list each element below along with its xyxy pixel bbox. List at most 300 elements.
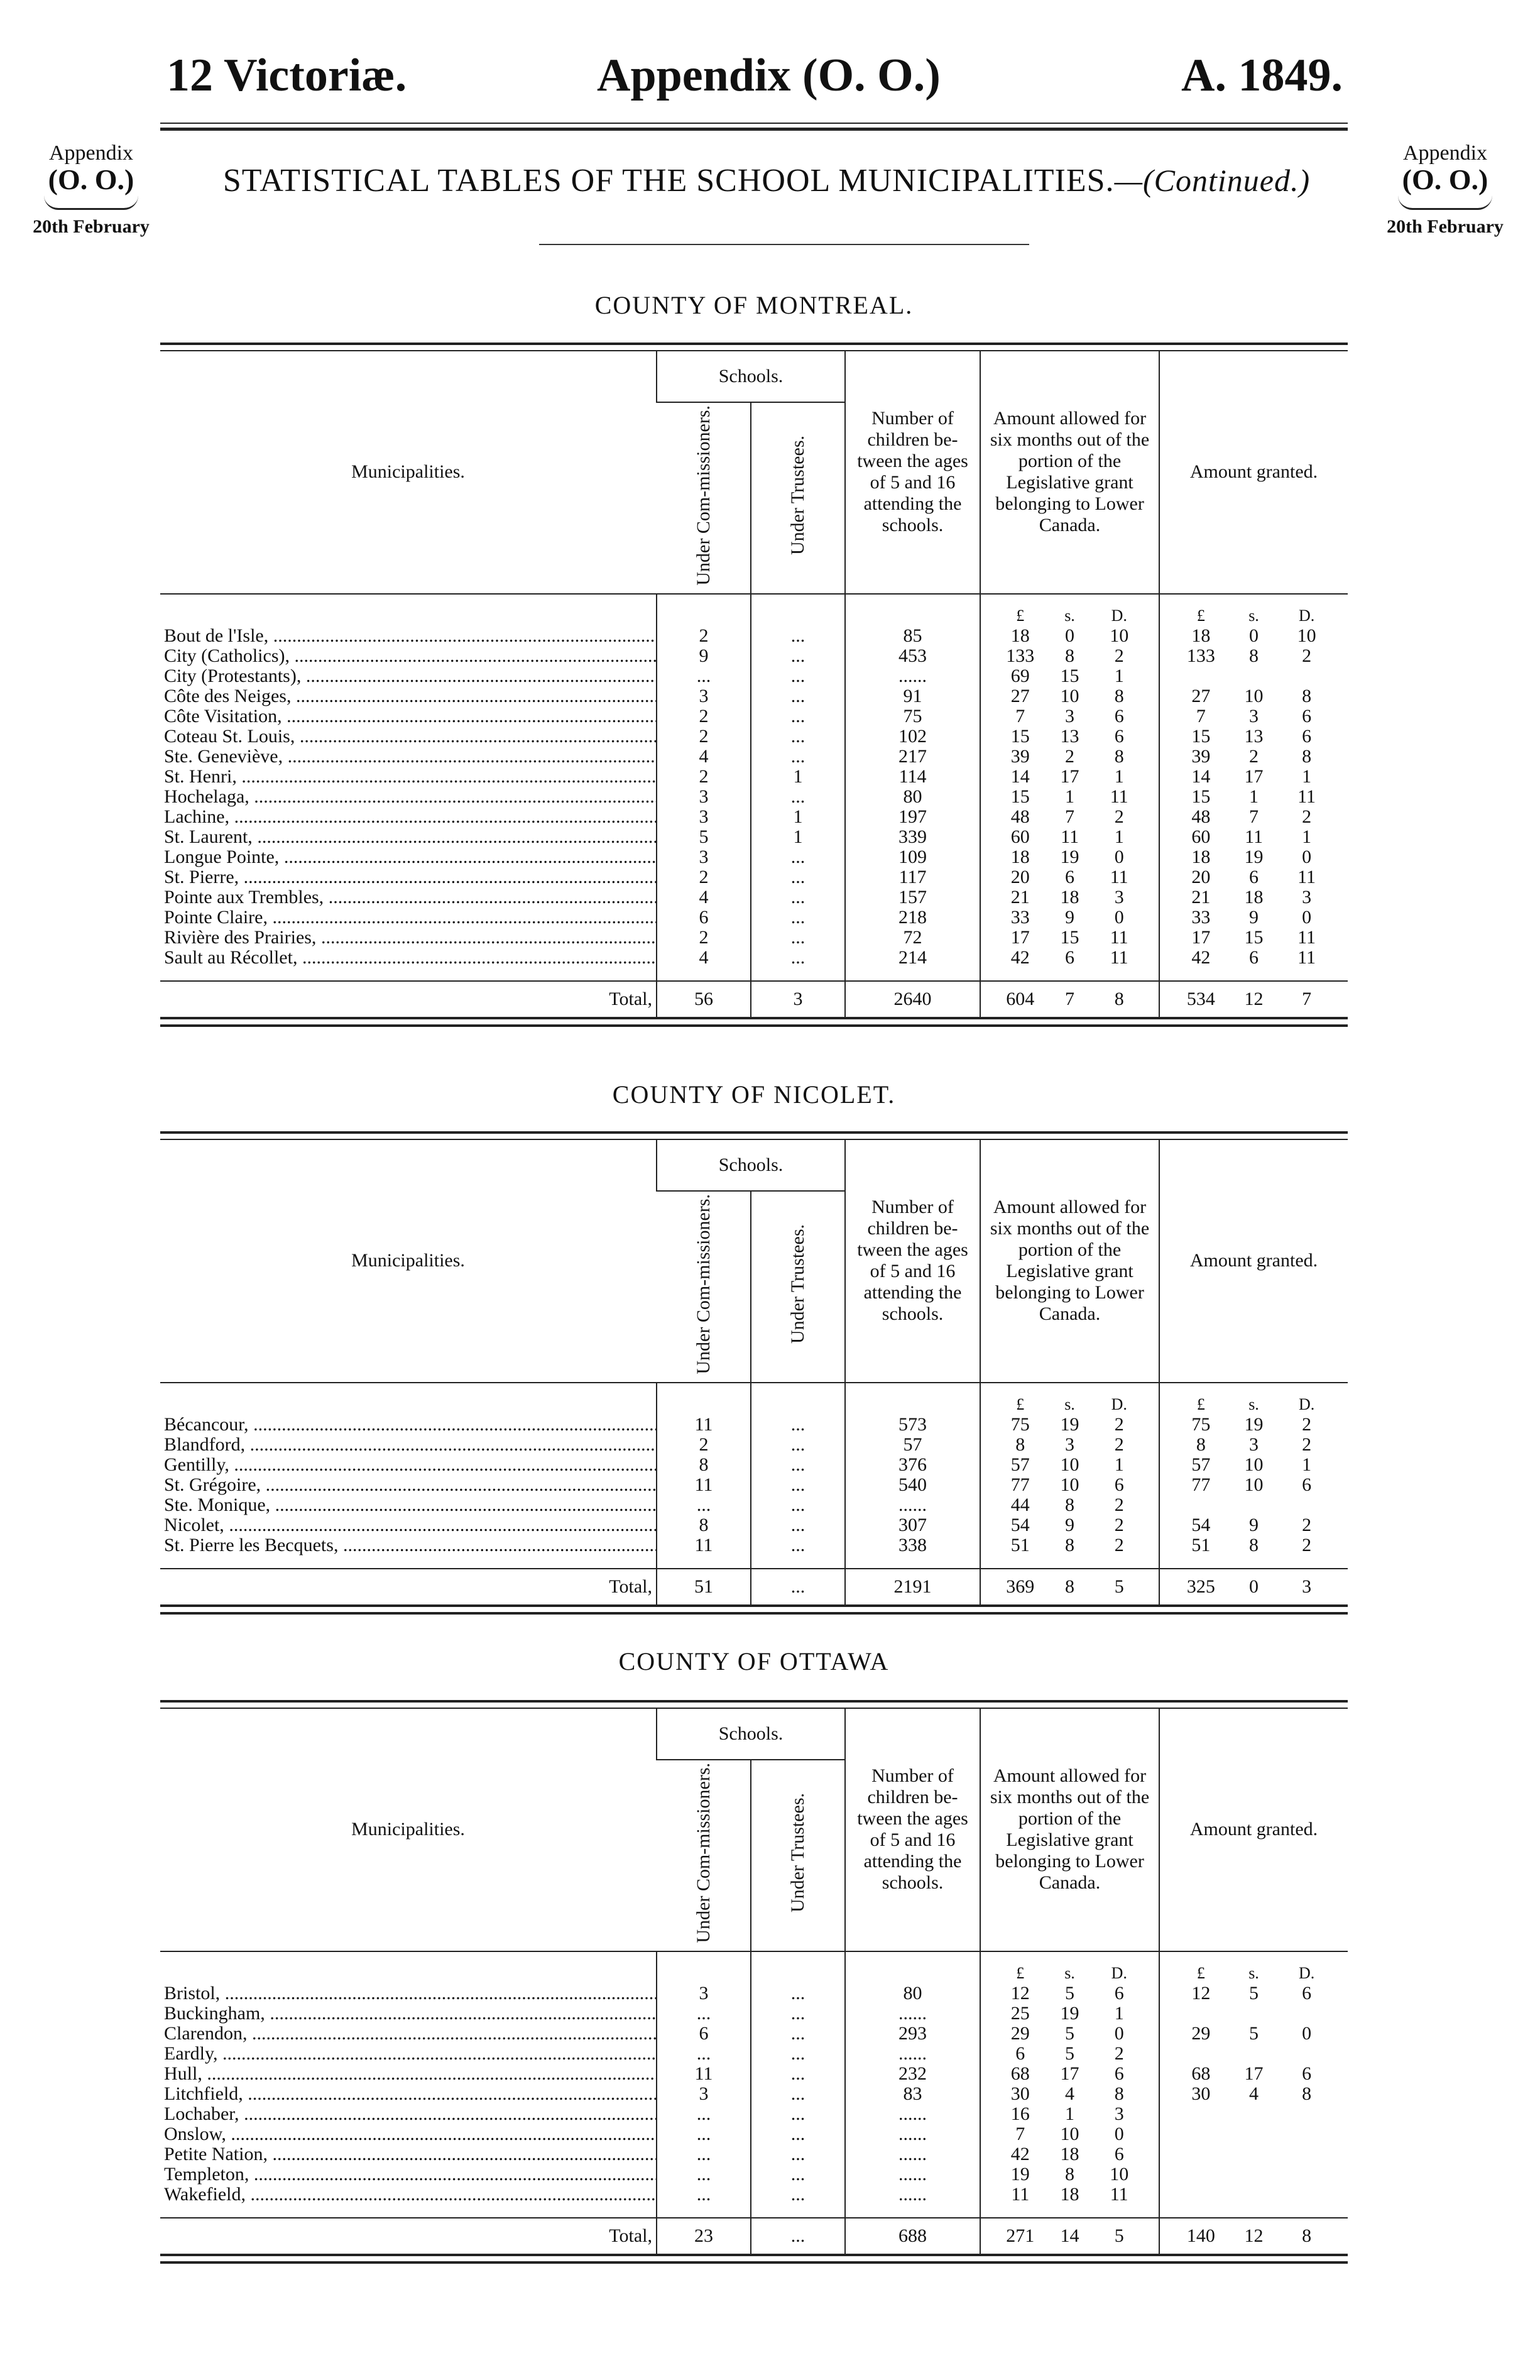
total-amount-allowed-group: [985, 2226, 1155, 2246]
shillings-value: 17: [1244, 2063, 1264, 2084]
amount-allowed: [980, 827, 1159, 847]
amount-allowed-group: [985, 1535, 1155, 1555]
amount-granted: [1159, 2164, 1348, 2185]
pence-value: 2: [1114, 806, 1124, 827]
children-count: 217: [845, 747, 980, 767]
children-count: ......: [845, 2104, 980, 2124]
pounds-value: 27: [1191, 685, 1211, 706]
shillings-value: 10: [1060, 1454, 1079, 1475]
pounds-value: 30: [1191, 2083, 1211, 2104]
county-table: [160, 1131, 1348, 1615]
under-commissioners-value: 11: [657, 1535, 751, 1555]
amount-allowed-group: [985, 1515, 1155, 1535]
under-commissioners-label: Under Com-missioners.: [692, 405, 714, 586]
municipality-name: Pointe aux Trembles,: [164, 887, 324, 908]
pence-value: 2: [1302, 1514, 1312, 1535]
municipality-name: St. Grégoire,: [164, 1474, 261, 1495]
amount-allowed-group: [985, 948, 1155, 968]
children-count: 80: [845, 787, 980, 807]
shillings-value: 14: [1060, 2225, 1079, 2246]
total-amount-granted-group: [1164, 989, 1344, 1009]
pence-value: 0: [1114, 2022, 1124, 2044]
county-title: COUNTY OF NICOLET.: [612, 1080, 896, 1109]
shillings-value: 5: [1249, 2022, 1259, 2044]
amount-allowed: [980, 1475, 1159, 1495]
amount-allowed: [980, 706, 1159, 727]
county-title: COUNTY OF MONTREAL.: [594, 291, 914, 319]
column-header-municipalities: Municipalities.: [160, 1709, 657, 1951]
pence-value: 1: [1302, 826, 1312, 847]
amount-allowed-group: [985, 867, 1155, 887]
amount-granted: [1159, 646, 1348, 666]
pounds-value: 39: [1191, 745, 1211, 767]
children-count: 117: [845, 867, 980, 887]
total-children: 688: [845, 2218, 980, 2254]
under-trustees-value: ...: [751, 706, 845, 727]
pounds-value: 12: [1010, 1982, 1030, 2004]
amount-granted: [1159, 2124, 1348, 2144]
pence-value: 1: [1114, 665, 1124, 686]
municipality-cell: [160, 2084, 657, 2104]
pounds-value: 6: [1015, 2043, 1025, 2064]
municipality-cell: [160, 1983, 657, 2004]
shillings-value: 19: [1060, 2002, 1079, 2024]
shillings-value: 2: [1065, 745, 1074, 767]
pence-value: 8: [1302, 2225, 1312, 2246]
amount-allowed-group: [985, 2124, 1155, 2144]
pence-value: 6: [1302, 1474, 1312, 1495]
amount-allowed: [980, 1435, 1159, 1455]
shillings-value: 17: [1060, 765, 1079, 787]
municipality-name: Rivière des Prairies,: [164, 927, 317, 948]
pence-unit-label: D.: [1111, 606, 1127, 625]
units-blank: [845, 1951, 980, 1983]
total-amount-granted: [1159, 1569, 1348, 1605]
amount-allowed: [980, 1983, 1159, 2004]
municipality-cell: [160, 2164, 657, 2185]
pounds-value: 15: [1191, 786, 1211, 807]
municipality-name: City (Catholics),: [164, 645, 290, 666]
pence-value: 0: [1114, 2123, 1124, 2144]
pence-value: 2: [1114, 1494, 1124, 1515]
column-header-under-trustees: [751, 402, 845, 594]
shillings-value: 8: [1065, 1576, 1074, 1597]
pounds-value: 54: [1010, 1514, 1030, 1535]
total-label: Total,: [609, 1576, 652, 1597]
municipality-name: Bristol,: [164, 1983, 221, 2004]
amount-granted: [1159, 887, 1348, 908]
county-title: COUNTY OF OTTAWA: [618, 1647, 890, 1675]
spacer-cell: [1159, 968, 1348, 981]
amount-allowed: [980, 2185, 1159, 2205]
spacer-cell: [751, 968, 845, 981]
amount-allowed-group: [985, 747, 1155, 767]
amount-allowed: [980, 2144, 1159, 2164]
brace-mark: [44, 195, 138, 210]
shillings-value: 18: [1060, 2183, 1079, 2205]
total-label: Total,: [609, 988, 652, 1009]
children-count: 80: [845, 1983, 980, 2004]
under-commissioners-value: 11: [657, 1475, 751, 1495]
amount-allowed: [980, 2124, 1159, 2144]
column-header-municipalities: Municipalities.: [160, 351, 657, 594]
under-commissioners-value: 2: [657, 706, 751, 727]
total-under-commissioners: 56: [657, 981, 751, 1017]
shillings-value: 9: [1065, 1514, 1074, 1535]
shillings-value: 6: [1249, 946, 1259, 968]
municipality-name: Onslow,: [164, 2124, 226, 2144]
under-trustees-value: ...: [751, 686, 845, 706]
currency-units: [985, 606, 1155, 626]
currency-units: [985, 1963, 1155, 1983]
amount-granted: [1159, 867, 1348, 887]
pence-value: 11: [1110, 2183, 1128, 2205]
under-trustees-value: ...: [751, 2144, 845, 2164]
shillings-value: 10: [1244, 685, 1264, 706]
shillings-value: 3: [1249, 705, 1259, 727]
shillings-value: 11: [1061, 826, 1079, 847]
column-header-schools: Schools.: [657, 1709, 845, 1760]
amount-allowed: [980, 2104, 1159, 2124]
amount-granted: [1159, 2144, 1348, 2164]
amount-granted-group: [1164, 787, 1344, 807]
under-trustees-value: ...: [751, 2185, 845, 2205]
pence-value: 7: [1302, 988, 1312, 1009]
column-header-schools: Schools.: [657, 1140, 845, 1191]
pounds-value: 18: [1191, 625, 1211, 646]
under-commissioners-value: 11: [657, 1415, 751, 1435]
shillings-value: 18: [1060, 886, 1079, 908]
title-rule: [539, 244, 1029, 245]
municipality-name: Clarendon,: [164, 2023, 248, 2044]
amount-allowed-group: [985, 887, 1155, 908]
shillings-value: 10: [1060, 2123, 1079, 2144]
pounds-value: 17: [1191, 926, 1211, 948]
amount-allowed-group: [985, 767, 1155, 787]
municipality-cell: [160, 1535, 657, 1555]
pence-value: 1: [1114, 2002, 1124, 2024]
shillings-value: 3: [1249, 1434, 1259, 1455]
amount-granted-group: [1164, 1415, 1344, 1435]
amount-allowed-group: [985, 2084, 1155, 2104]
under-trustees-value: 1: [751, 767, 845, 787]
amount-allowed: [980, 2024, 1159, 2044]
total-amount-allowed-group: [985, 1577, 1155, 1597]
amount-allowed-group: [985, 928, 1155, 948]
shillings-value: 8: [1065, 1534, 1074, 1555]
pence-value: 11: [1110, 946, 1128, 968]
under-commissioners-value: 9: [657, 646, 751, 666]
column-header-municipalities: Municipalities.: [160, 1140, 657, 1383]
pounds-value: 8: [1015, 1434, 1025, 1455]
shillings-value: 8: [1249, 645, 1259, 666]
amount-granted-group: [1164, 706, 1344, 727]
under-commissioners-value: 2: [657, 928, 751, 948]
amount-granted-group: [1164, 686, 1344, 706]
shilling-unit-label: s.: [1064, 1395, 1075, 1413]
shillings-value: 18: [1060, 2143, 1079, 2164]
under-trustees-label: Under Trustees.: [787, 1793, 808, 1913]
shillings-value: 19: [1244, 1413, 1264, 1435]
shillings-value: 3: [1065, 705, 1074, 727]
municipality-cell: [160, 706, 657, 727]
children-count: 72: [845, 928, 980, 948]
pounds-value: 7: [1196, 705, 1206, 727]
total-amount-allowed: [980, 981, 1159, 1017]
under-commissioners-value: 8: [657, 1455, 751, 1475]
children-count: 232: [845, 2064, 980, 2084]
pounds-value: 21: [1191, 886, 1211, 908]
amount-allowed: [980, 847, 1159, 867]
amount-allowed: [980, 2044, 1159, 2064]
table-row: [160, 1455, 1348, 1475]
units-blank: [160, 594, 657, 626]
amount-granted: [1159, 666, 1348, 686]
children-count: ......: [845, 2044, 980, 2064]
municipality-name: Côte des Neiges,: [164, 686, 292, 706]
shilling-unit-label: s.: [1248, 1963, 1259, 1982]
shillings-value: 12: [1244, 2225, 1264, 2246]
children-count: ......: [845, 2144, 980, 2164]
table-row: [160, 727, 1348, 747]
pounds-value: 140: [1186, 2225, 1215, 2246]
table-row: [160, 887, 1348, 908]
statistics-table: [160, 1140, 1348, 1606]
under-trustees-value: ...: [751, 1515, 845, 1535]
side-label-date: 20th February: [1387, 216, 1504, 237]
children-count: 157: [845, 887, 980, 908]
municipality-name: Sault au Récollet,: [164, 947, 298, 968]
units-granted: [1159, 1383, 1348, 1415]
municipality-name: Nicolet,: [164, 1515, 224, 1535]
amount-allowed-group: [985, 2164, 1155, 2185]
table-row: [160, 706, 1348, 727]
shillings-value: 9: [1249, 906, 1259, 928]
pounds-value: 29: [1191, 2022, 1211, 2044]
spacer-cell: [751, 2205, 845, 2218]
pence-value: 0: [1114, 906, 1124, 928]
side-label-date: 20th February: [33, 216, 150, 237]
under-commissioners-value: ...: [657, 2164, 751, 2185]
amount-granted: [1159, 1475, 1348, 1495]
spacer-cell: [160, 2205, 657, 2218]
children-count: 540: [845, 1475, 980, 1495]
under-commissioners-value: 8: [657, 1515, 751, 1535]
table-row: [160, 747, 1348, 767]
pence-value: 8: [1302, 685, 1312, 706]
under-commissioners-value: ...: [657, 2144, 751, 2164]
table-bottom-rule: [160, 2255, 1348, 2264]
municipality-cell: [160, 747, 657, 767]
amount-granted: [1159, 2104, 1348, 2124]
pence-value: 8: [1114, 988, 1124, 1009]
pence-value: 1: [1114, 1454, 1124, 1475]
shillings-value: 3: [1065, 1434, 1074, 1455]
amount-allowed: [980, 686, 1159, 706]
spacer-cell: [1159, 1555, 1348, 1569]
under-trustees-value: ...: [751, 928, 845, 948]
table-bottom-rule: [160, 1018, 1348, 1027]
under-trustees-value: ...: [751, 666, 845, 686]
pounds-value: 39: [1010, 745, 1030, 767]
pence-value: 6: [1302, 705, 1312, 727]
amount-granted: [1159, 1435, 1348, 1455]
pence-value: 3: [1114, 2103, 1124, 2124]
total-amount-allowed-group: [985, 989, 1155, 1009]
units-blank: [657, 1951, 751, 1983]
spacer-cell: [845, 968, 980, 981]
pence-value: 8: [1302, 745, 1312, 767]
spacer-cell: [657, 968, 751, 981]
spacer-cell: [1159, 2205, 1348, 2218]
amount-allowed-group: [985, 646, 1155, 666]
spacer-cell: [657, 2205, 751, 2218]
total-label-cell: [160, 981, 657, 1017]
amount-granted-group: [1164, 847, 1344, 867]
units-allowed: [980, 1951, 1159, 1983]
units-blank: [751, 1951, 845, 1983]
table-row: [160, 2084, 1348, 2104]
children-count: ......: [845, 666, 980, 686]
column-header-amount-allowed: Amount allowed for six months out of the portion of the Legislative grant belonging to Lower Canada.: [980, 1709, 1159, 1951]
amount-allowed-group: [985, 2104, 1155, 2124]
children-count: 293: [845, 2024, 980, 2044]
pounds-value: 75: [1191, 1413, 1211, 1435]
pounds-value: 534: [1186, 988, 1215, 1009]
shillings-value: 15: [1244, 926, 1264, 948]
under-commissioners-value: 3: [657, 787, 751, 807]
municipality-cell: [160, 1475, 657, 1495]
children-count: 218: [845, 908, 980, 928]
amount-allowed-group: [985, 1983, 1155, 2004]
under-trustees-value: ...: [751, 867, 845, 887]
amount-allowed-group: [985, 827, 1155, 847]
amount-allowed-group: [985, 2004, 1155, 2024]
table-row: [160, 948, 1348, 968]
under-commissioners-value: 4: [657, 948, 751, 968]
amount-allowed: [980, 807, 1159, 827]
under-trustees-label: Under Trustees.: [787, 1224, 808, 1344]
county-table: [160, 343, 1348, 1027]
amount-granted-group: [1164, 767, 1344, 787]
pence-value: 1: [1302, 1454, 1312, 1475]
under-trustees-value: ...: [751, 2004, 845, 2024]
pounds-value: 8: [1196, 1434, 1206, 1455]
total-children: 2640: [845, 981, 980, 1017]
table-row: [160, 1415, 1348, 1435]
amount-allowed-group: [985, 787, 1155, 807]
children-count: 75: [845, 706, 980, 727]
column-header-children: Number of children be-tween the ages of 5 and 16 attending the schools.: [845, 351, 980, 594]
pounds-value: 51: [1010, 1534, 1030, 1555]
shillings-value: 4: [1065, 2083, 1074, 2104]
amount-granted: [1159, 948, 1348, 968]
amount-allowed: [980, 727, 1159, 747]
under-trustees-value: ...: [751, 747, 845, 767]
amount-granted-group: [1164, 887, 1344, 908]
pounds-value: 17: [1010, 926, 1030, 948]
pounds-value: 15: [1010, 725, 1030, 747]
amount-granted: [1159, 928, 1348, 948]
municipality-cell: [160, 1495, 657, 1515]
shillings-value: 12: [1244, 988, 1264, 1009]
pounds-value: 60: [1010, 826, 1030, 847]
under-trustees-value: ...: [751, 626, 845, 646]
under-trustees-value: ...: [751, 646, 845, 666]
municipality-cell: [160, 727, 657, 747]
amount-allowed-group: [985, 666, 1155, 686]
amount-granted: [1159, 847, 1348, 867]
pounds-value: 44: [1010, 1494, 1030, 1515]
shillings-value: 5: [1065, 1982, 1074, 2004]
municipality-cell: [160, 2004, 657, 2024]
pence-value: 11: [1297, 786, 1316, 807]
pence-value: 6: [1114, 1982, 1124, 2004]
pence-value: 6: [1114, 2143, 1124, 2164]
table-row: [160, 666, 1348, 686]
spacer-cell: [845, 2205, 980, 2218]
header-rule-thick: [160, 128, 1348, 131]
units-granted: [1159, 1951, 1348, 1983]
amount-granted: [1159, 1983, 1348, 2004]
children-count: ......: [845, 2185, 980, 2205]
children-count: 453: [845, 646, 980, 666]
table-top-rule: [160, 343, 1348, 351]
pence-value: 0: [1302, 846, 1312, 867]
pence-value: 3: [1302, 1576, 1312, 1597]
table-row: [160, 686, 1348, 706]
shillings-value: 9: [1249, 1514, 1259, 1535]
children-count: 114: [845, 767, 980, 787]
amount-allowed-group: [985, 2185, 1155, 2205]
municipality-name: Petite Nation,: [164, 2144, 268, 2164]
pence-value: 6: [1114, 725, 1124, 747]
total-under-trustees: ...: [751, 1569, 845, 1605]
shilling-unit-label: s.: [1064, 1963, 1075, 1982]
under-trustees-value: ...: [751, 727, 845, 747]
shilling-unit-label: s.: [1248, 606, 1259, 625]
pounds-value: 25: [1010, 2002, 1030, 2024]
pounds-value: 12: [1191, 1982, 1211, 2004]
pounds-value: 30: [1010, 2083, 1030, 2104]
amount-granted-group: [1164, 1983, 1344, 2004]
amount-allowed: [980, 2064, 1159, 2084]
children-count: 57: [845, 1435, 980, 1455]
children-count: 83: [845, 2084, 980, 2104]
amount-granted-group: [1164, 1455, 1344, 1475]
pence-value: 6: [1302, 725, 1312, 747]
children-count: 91: [845, 686, 980, 706]
table-top-rule: [160, 1700, 1348, 1709]
amount-allowed-group: [985, 2144, 1155, 2164]
shillings-value: 6: [1065, 946, 1074, 968]
municipality-name: Litchfield,: [164, 2083, 243, 2104]
pound-unit-label: £: [1016, 1963, 1025, 1982]
pounds-value: 604: [1006, 988, 1035, 1009]
amount-allowed: [980, 1455, 1159, 1475]
children-count: 338: [845, 1535, 980, 1555]
under-commissioners-value: 2: [657, 767, 751, 787]
shillings-value: 11: [1245, 826, 1263, 847]
shillings-value: 5: [1065, 2043, 1074, 2064]
pounds-value: 60: [1191, 826, 1211, 847]
pounds-value: 20: [1191, 866, 1211, 887]
pound-unit-label: £: [1196, 1963, 1205, 1982]
pounds-value: 133: [1006, 645, 1035, 666]
amount-granted: [1159, 727, 1348, 747]
amount-granted: [1159, 2044, 1348, 2064]
pence-value: 6: [1114, 705, 1124, 727]
